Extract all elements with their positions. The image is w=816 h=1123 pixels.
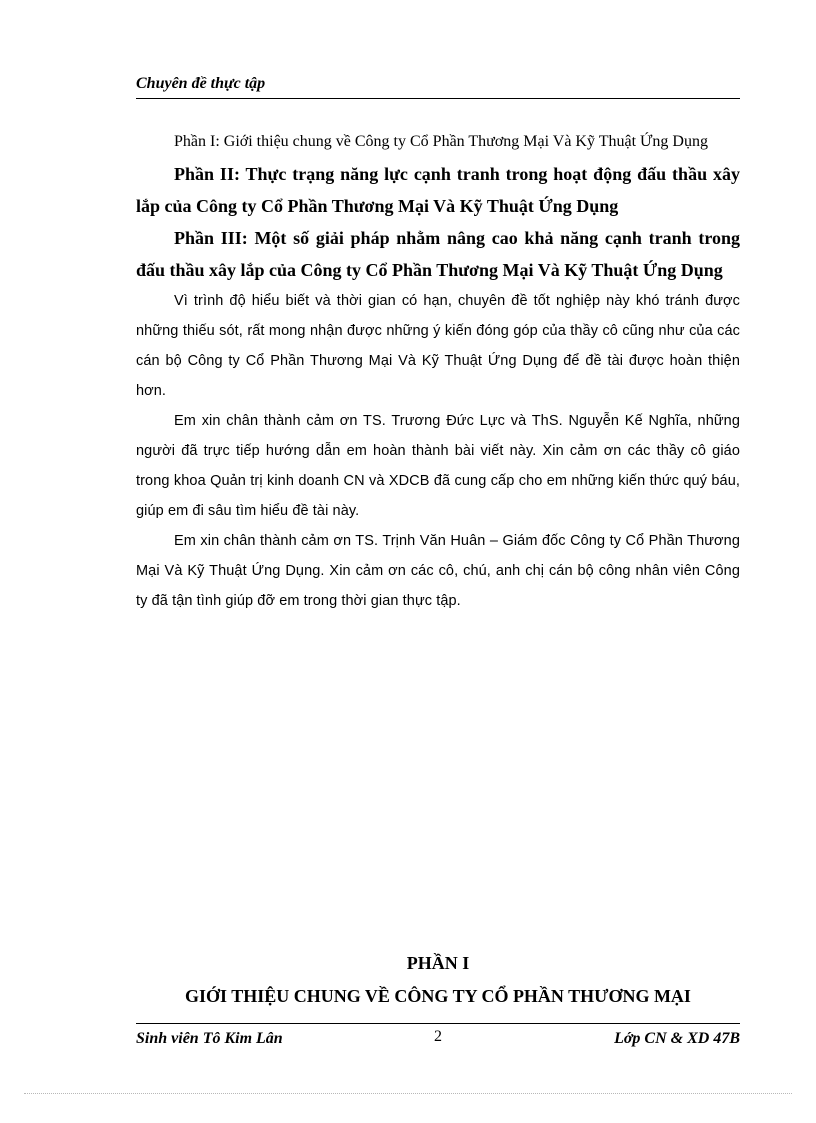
header-title: Chuyên đề thực tập <box>136 75 266 92</box>
part-one-line: Phần I: Giới thiệu chung về Công ty Cổ Phần Thương Mại Và Kỹ Thuật Ứng Dụng <box>174 133 708 150</box>
acknowledgement-paragraph: Em xin chân thành cảm ơn TS. Trương Đức Lực và ThS. Nguyễn Kế Nghĩa, những người đã trực tiếp hướng dẫn em hoàn thành bài viết này. Xin cảm ơn các thầy cô giáo trong khoa Quản trị kinh doanh CN và XDCB đã cung cấp cho em những kiến thức quý báu, giúp em đi sâu tìm hiểu đề tài này. <box>136 413 740 519</box>
closing-paragraph: Vì trình độ hiểu biết và thời gian có hạn, chuyên đề tốt nghiệp này khó tránh được những thiếu sót, rất mong nhận được những ý kiến đóng góp của thầy cô cũng như của các cán bộ Công ty Cổ Phần Thương Mại Và Kỹ Thuật Ứng Dụng để đề tài được hoàn thiện hơn. <box>136 293 740 399</box>
page-footer <box>136 1023 740 1050</box>
footer-class-name: Lớp CN & XD 47B <box>614 1030 740 1047</box>
page-number: 2 <box>434 1028 442 1045</box>
part-two-line: Phần II: Thực trạng năng lực cạnh tranh trong hoạt động đấu thầu xây lắp của Công ty Cổ Phần Thương Mại Và Kỹ Thuật Ứng Dụng <box>136 164 740 216</box>
section-number: PHẦN I <box>406 953 470 973</box>
page-boundary-line <box>24 1093 792 1094</box>
page-header <box>136 74 740 99</box>
section-title: GIỚI THIỆU CHUNG VỀ CÔNG TY CỔ PHẦN THƯƠNG MẠI <box>185 986 691 1006</box>
thanks-paragraph: Em xin chân thành cảm ơn TS. Trịnh Văn Huân – Giám đốc Công ty Cổ Phần Thương Mại Và Kỹ Thuật Ứng Dụng. Xin cảm ơn các cô, chú, anh chị cán bộ công nhân viên Công ty đã tận tình giúp đỡ em trong thời gian thực tập. <box>136 533 740 609</box>
part-three-line: Phần III: Một số giải pháp nhằm nâng cao khả năng cạnh tranh trong đấu thầu xây lắp của Công ty Cổ Phần Thương Mại Và Kỹ Thuật Ứng Dụng <box>136 228 740 280</box>
document-body <box>136 126 740 616</box>
footer-student-name: Sinh viên Tô Kim Lân <box>136 1030 283 1047</box>
